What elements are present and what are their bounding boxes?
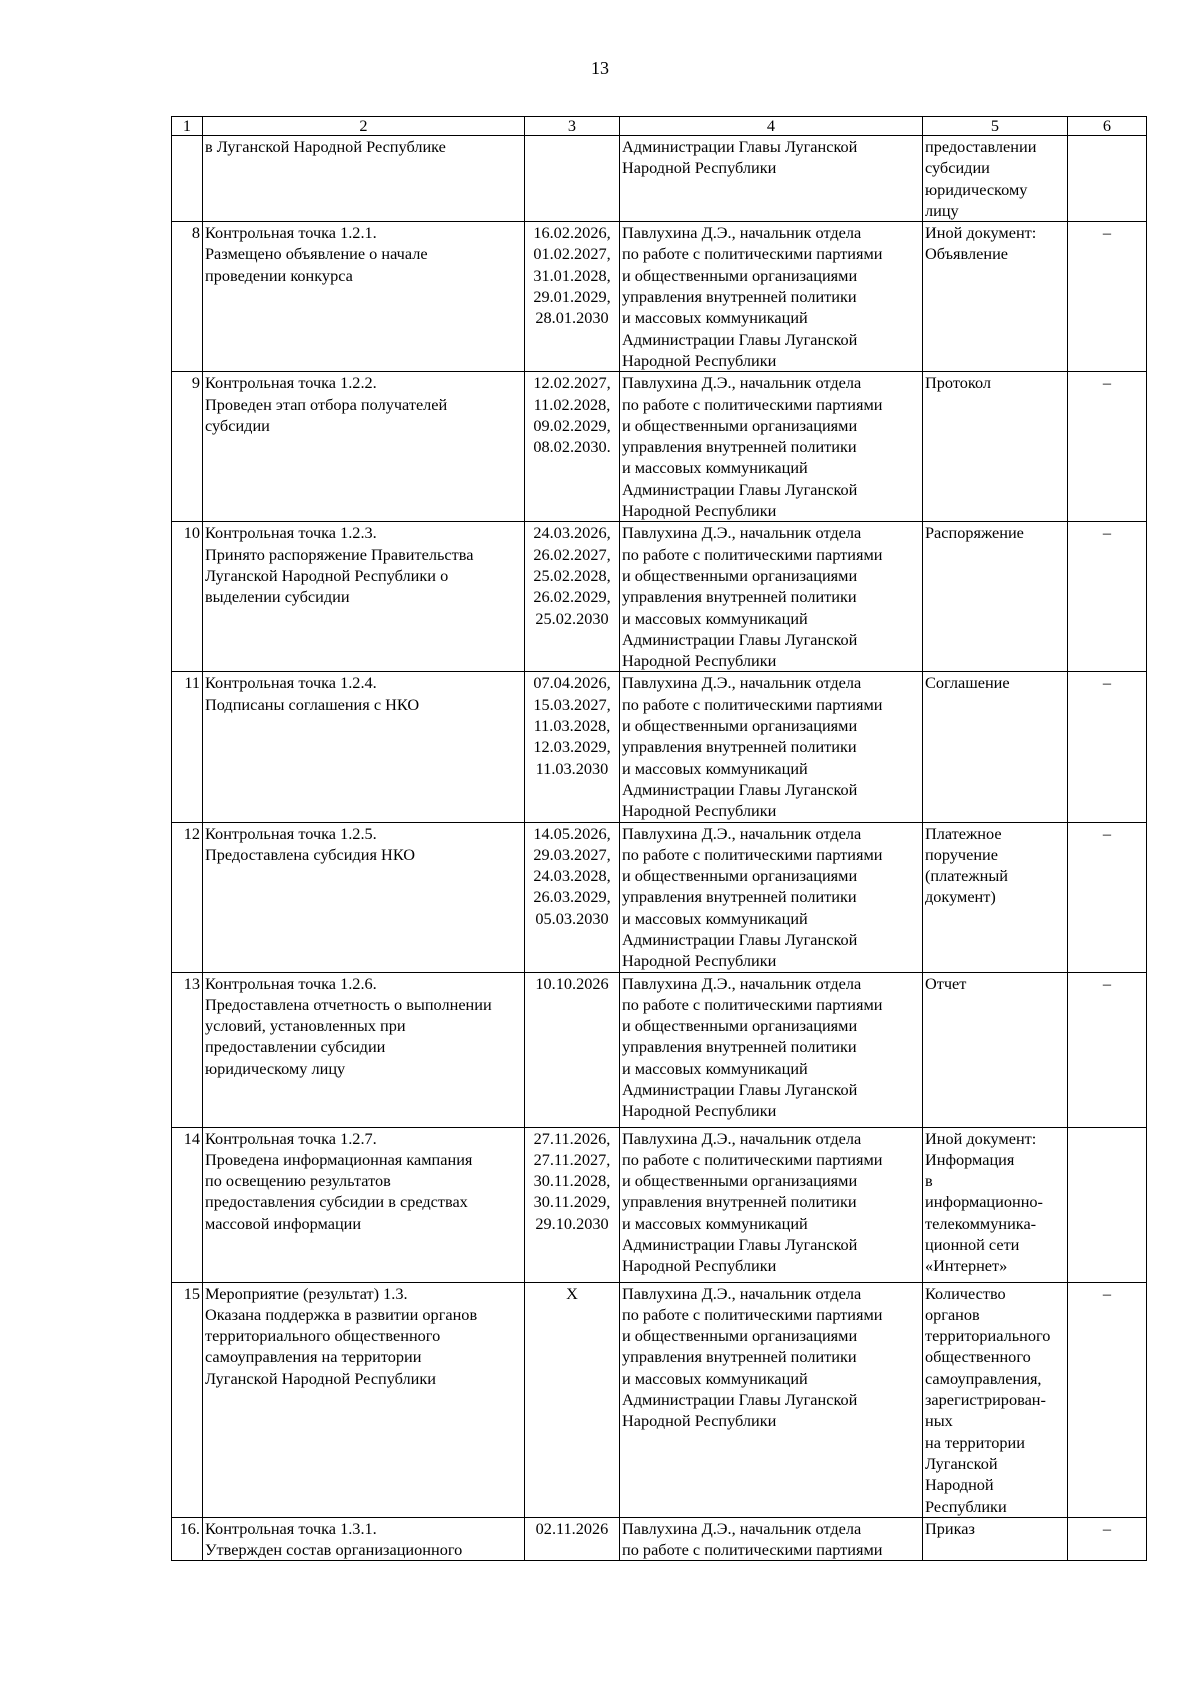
event-name: Контрольная точка 1.2.6. Предоставлена отчетность о выполнении условий, установленных при предоставлении субсидии юридическому лицу bbox=[203, 972, 525, 1127]
table-row bbox=[172, 1127, 1147, 1282]
deadline-dates: 10.10.2026 bbox=[525, 972, 620, 1127]
row-number: 12 bbox=[172, 822, 203, 972]
control-points-table bbox=[171, 116, 1147, 1561]
event-name: Контрольная точка 1.2.2. Проведен этап отбора получателей субсидии bbox=[203, 372, 525, 522]
table-row bbox=[172, 522, 1147, 672]
row-number bbox=[172, 136, 203, 222]
document-type: предоставлении субсидии юридическому лицу bbox=[923, 136, 1068, 222]
table-row bbox=[172, 372, 1147, 522]
column-6-value: – bbox=[1068, 372, 1147, 522]
column-6-value: – bbox=[1068, 522, 1147, 672]
column-6-value bbox=[1068, 1127, 1147, 1282]
event-name: Контрольная точка 1.2.7. Проведена информационная кампания по освещению результатов предоставления субсидии в средствах массовой информации bbox=[203, 1127, 525, 1282]
row-number: 10 bbox=[172, 522, 203, 672]
deadline-dates: 16.02.2026, 01.02.2027, 31.01.2028, 29.01.2029, 28.01.2030 bbox=[525, 222, 620, 372]
row-number: 8 bbox=[172, 222, 203, 372]
table-row bbox=[172, 1517, 1147, 1561]
table-row bbox=[172, 1282, 1147, 1517]
column-6-value: – bbox=[1068, 1517, 1147, 1561]
document-type: Платежное поручение (платежный документ) bbox=[923, 822, 1068, 972]
column-6-value: – bbox=[1068, 972, 1147, 1127]
deadline-dates bbox=[525, 136, 620, 222]
column-6-value: – bbox=[1068, 822, 1147, 972]
table-row bbox=[172, 136, 1147, 222]
row-number: 15 bbox=[172, 1282, 203, 1517]
header-cell: 2 bbox=[203, 117, 525, 136]
responsible-person: Павлухина Д.Э., начальник отдела по работе с политическими партиями и общественными организациями управления внутренней политики и массовых коммуникаций Администрации Главы Луганской Народной Республики bbox=[620, 972, 923, 1127]
event-name: Контрольная точка 1.2.5. Предоставлена субсидия НКО bbox=[203, 822, 525, 972]
responsible-person: Павлухина Д.Э., начальник отдела по работе с политическими партиями и общественными организациями управления внутренней политики и массовых коммуникаций Администрации Главы Луганской Народной Республики bbox=[620, 222, 923, 372]
responsible-person: Павлухина Д.Э., начальник отдела по работе с политическими партиями и общественными организациями управления внутренней политики и массовых коммуникаций Администрации Главы Луганской Народной Республики bbox=[620, 1127, 923, 1282]
responsible-person: Администрации Главы Луганской Народной Республики bbox=[620, 136, 923, 222]
row-number: 16. bbox=[172, 1517, 203, 1561]
responsible-person: Павлухина Д.Э., начальник отдела по работе с политическими партиями bbox=[620, 1517, 923, 1561]
deadline-dates: 24.03.2026, 26.02.2027, 25.02.2028, 26.02.2029, 25.02.2030 bbox=[525, 522, 620, 672]
row-number: 13 bbox=[172, 972, 203, 1127]
table-row bbox=[172, 672, 1147, 822]
deadline-dates: 27.11.2026, 27.11.2027, 30.11.2028, 30.11.2029, 29.10.2030 bbox=[525, 1127, 620, 1282]
document-type: Иной документ: Информация в информационно- телекоммуника- ционной сети «Интернет» bbox=[923, 1127, 1068, 1282]
table-header-row bbox=[172, 117, 1147, 136]
document-type: Приказ bbox=[923, 1517, 1068, 1561]
document-type: Отчет bbox=[923, 972, 1068, 1127]
document-type: Иной документ: Объявление bbox=[923, 222, 1068, 372]
column-6-value bbox=[1068, 136, 1147, 222]
event-name: Контрольная точка 1.3.1. Утвержден состав организационного bbox=[203, 1517, 525, 1561]
document-type: Соглашение bbox=[923, 672, 1068, 822]
responsible-person: Павлухина Д.Э., начальник отдела по работе с политическими партиями и общественными организациями управления внутренней политики и массовых коммуникаций Администрации Главы Луганской Народной Республики bbox=[620, 372, 923, 522]
header-cell: 6 bbox=[1068, 117, 1147, 136]
table-row bbox=[172, 972, 1147, 1127]
event-name: Контрольная точка 1.2.3. Принято распоряжение Правительства Луганской Народной Республики о выделении субсидии bbox=[203, 522, 525, 672]
document-type: Распоряжение bbox=[923, 522, 1068, 672]
document-type: Количество органов территориального общественного самоуправления, зарегистрирован- ных на территории Луганской Народной Республики bbox=[923, 1282, 1068, 1517]
deadline-dates: 12.02.2027, 11.02.2028, 09.02.2029, 08.02.2030. bbox=[525, 372, 620, 522]
responsible-person: Павлухина Д.Э., начальник отдела по работе с политическими партиями и общественными организациями управления внутренней политики и массовых коммуникаций Администрации Главы Луганской Народной Республики bbox=[620, 672, 923, 822]
deadline-dates: 14.05.2026, 29.03.2027, 24.03.2028, 26.03.2029, 05.03.2030 bbox=[525, 822, 620, 972]
column-6-value: – bbox=[1068, 1282, 1147, 1517]
row-number: 9 bbox=[172, 372, 203, 522]
header-cell: 4 bbox=[620, 117, 923, 136]
row-number: 11 bbox=[172, 672, 203, 822]
event-name: Контрольная точка 1.2.4. Подписаны соглашения с НКО bbox=[203, 672, 525, 822]
header-cell: 1 bbox=[172, 117, 203, 136]
responsible-person: Павлухина Д.Э., начальник отдела по работе с политическими партиями и общественными организациями управления внутренней политики и массовых коммуникаций Администрации Главы Луганской Народной Республики bbox=[620, 522, 923, 672]
header-cell: 5 bbox=[923, 117, 1068, 136]
event-name: Контрольная точка 1.2.1. Размещено объявление о начале проведении конкурса bbox=[203, 222, 525, 372]
document-type: Протокол bbox=[923, 372, 1068, 522]
row-number: 14 bbox=[172, 1127, 203, 1282]
deadline-dates: 02.11.2026 bbox=[525, 1517, 620, 1561]
event-name: в Луганской Народной Республике bbox=[203, 136, 525, 222]
table-row bbox=[172, 822, 1147, 972]
column-6-value: – bbox=[1068, 672, 1147, 822]
deadline-dates: Х bbox=[525, 1282, 620, 1517]
header-cell: 3 bbox=[525, 117, 620, 136]
responsible-person: Павлухина Д.Э., начальник отдела по работе с политическими партиями и общественными организациями управления внутренней политики и массовых коммуникаций Администрации Главы Луганской Народной Республики bbox=[620, 1282, 923, 1517]
table-row bbox=[172, 222, 1147, 372]
column-6-value: – bbox=[1068, 222, 1147, 372]
page-number: 13 bbox=[591, 58, 609, 78]
deadline-dates: 07.04.2026, 15.03.2027, 11.03.2028, 12.03.2029, 11.03.2030 bbox=[525, 672, 620, 822]
responsible-person: Павлухина Д.Э., начальник отдела по работе с политическими партиями и общественными организациями управления внутренней политики и массовых коммуникаций Администрации Главы Луганской Народной Республики bbox=[620, 822, 923, 972]
event-name: Мероприятие (результат) 1.3. Оказана поддержка в развитии органов территориального общественного самоуправления на территории Луганской Народной Республики bbox=[203, 1282, 525, 1517]
